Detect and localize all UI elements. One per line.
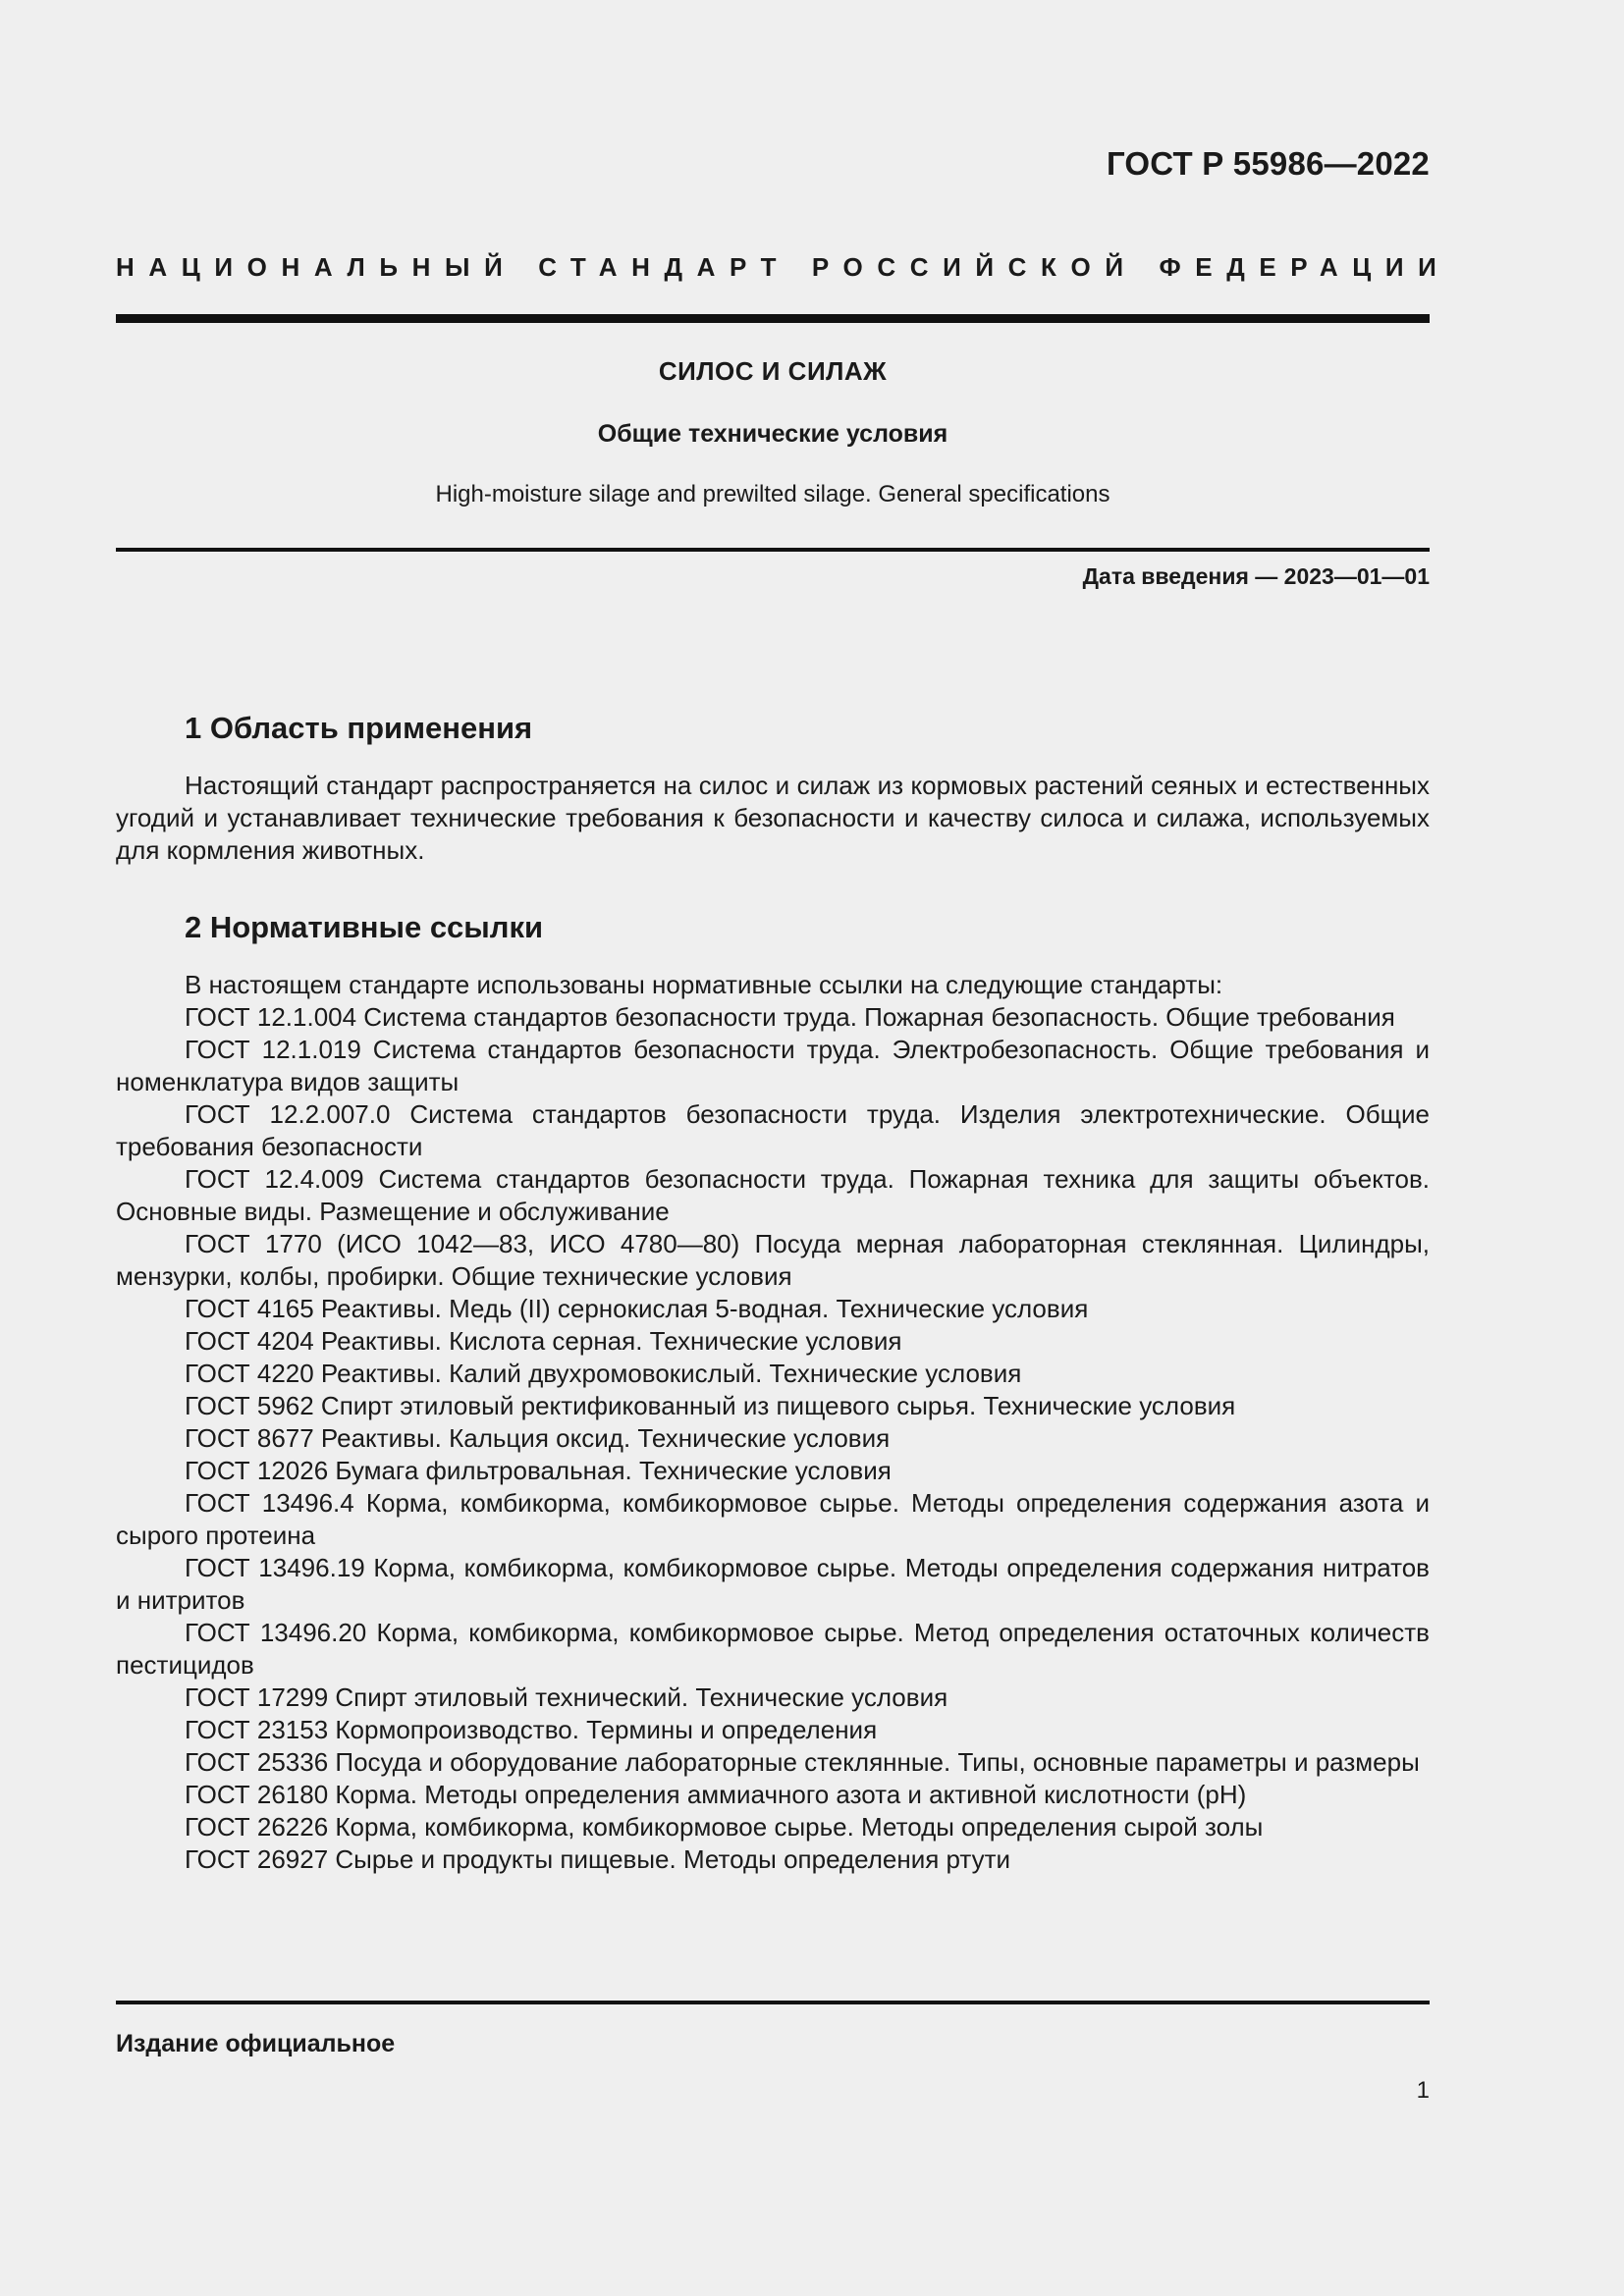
reference-item: ГОСТ 23153 Кормопроизводство. Термины и определения [185, 1715, 878, 1744]
national-standard-banner: НАЦИОНАЛЬНЫЙ СТАНДАРТ РОССИЙСКОЙ ФЕДЕРАЦИИ [116, 252, 1451, 282]
document-title: СИЛОС И СИЛАЖ [658, 356, 888, 386]
reference-item: ГОСТ 12.2.007.0 Система стандартов безопасности труда. Изделия электротехнические. Общие требования безопасности [116, 1099, 1430, 1161]
document-title-english: High-moisture silage and prewilted silage. General specifications [435, 481, 1110, 507]
introduction-date: Дата введения — 2023—01—01 [1082, 563, 1430, 589]
references-intro: В настоящем стандарте использованы нормативные ссылки на следующие стандарты: [185, 970, 1223, 999]
reference-item: ГОСТ 1770 (ИСО 1042—83, ИСО 4780—80) Посуда мерная лабораторная стеклянная. Цилиндры, мензурки, колбы, пробирки. Общие технические условия [116, 1229, 1430, 1291]
section-1-text: Настоящий стандарт распространяется на силос и силаж из кормовых растений сеяных и естественных угодий и устанавливает технические требования к безопасности и качеству силоса и силажа, используемых для кормления животных. [116, 771, 1430, 865]
reference-item: ГОСТ 12.4.009 Система стандартов безопасности труда. Пожарная техника для защиты объектов. Основные виды. Размещение и обслуживание [116, 1164, 1430, 1226]
reference-item: ГОСТ 13496.20 Корма, комбикорма, комбикормовое сырье. Метод определения остаточных количеств пестицидов [116, 1618, 1430, 1680]
section-1-heading: 1 Область применения [185, 711, 533, 745]
reference-item: ГОСТ 12026 Бумага фильтровальная. Технические условия [185, 1456, 892, 1485]
reference-item: ГОСТ 12.1.004 Система стандартов безопасности труда. Пожарная безопасность. Общие требования [185, 1002, 1395, 1032]
page-number: 1 [1416, 2077, 1430, 2104]
reference-item: ГОСТ 13496.4 Корма, комбикорма, комбикормовое сырье. Методы определения содержания азота и сырого протеина [116, 1488, 1430, 1550]
official-edition-label: Издание официальное [116, 2030, 396, 2057]
reference-item: ГОСТ 17299 Спирт этиловый технический. Технические условия [185, 1682, 948, 1712]
footer-rule [116, 2001, 1430, 2004]
reference-item: ГОСТ 12.1.019 Система стандартов безопасности труда. Электробезопасность. Общие требования и номенклатура видов защиты [116, 1035, 1430, 1096]
reference-item: ГОСТ 5962 Спирт этиловый ректификованный из пищевого сырья. Технические условия [185, 1391, 1236, 1420]
reference-item: ГОСТ 25336 Посуда и оборудование лабораторные стеклянные. Типы, основные параметры и размеры [185, 1747, 1420, 1777]
doc-number: ГОСТ Р 55986—2022 [1106, 145, 1430, 182]
reference-item: ГОСТ 8677 Реактивы. Кальция оксид. Технические условия [185, 1423, 891, 1453]
reference-item: ГОСТ 26180 Корма. Методы определения аммиачного азота и активной кислотности (рН) [185, 1780, 1247, 1809]
section-2-heading: 2 Нормативные ссылки [185, 910, 544, 944]
reference-item: ГОСТ 26927 Сырье и продукты пищевые. Методы определения ртути [185, 1844, 1011, 1874]
header-rule [116, 314, 1430, 323]
normative-references [116, 969, 1430, 1876]
reference-item: ГОСТ 26226 Корма, комбикорма, комбикормовое сырье. Методы определения сырой золы [185, 1812, 1264, 1842]
document-subtitle: Общие технические условия [597, 420, 948, 448]
title-rule [116, 548, 1430, 552]
reference-item: ГОСТ 13496.19 Корма, комбикорма, комбикормовое сырье. Методы определения содержания нитратов и нитритов [116, 1553, 1430, 1615]
reference-item: ГОСТ 4220 Реактивы. Калий двухромовокислый. Технические условия [185, 1359, 1022, 1388]
reference-item: ГОСТ 4165 Реактивы. Медь (II) сернокислая 5-водная. Технические условия [185, 1294, 1089, 1323]
reference-item: ГОСТ 4204 Реактивы. Кислота серная. Технические условия [185, 1326, 902, 1356]
